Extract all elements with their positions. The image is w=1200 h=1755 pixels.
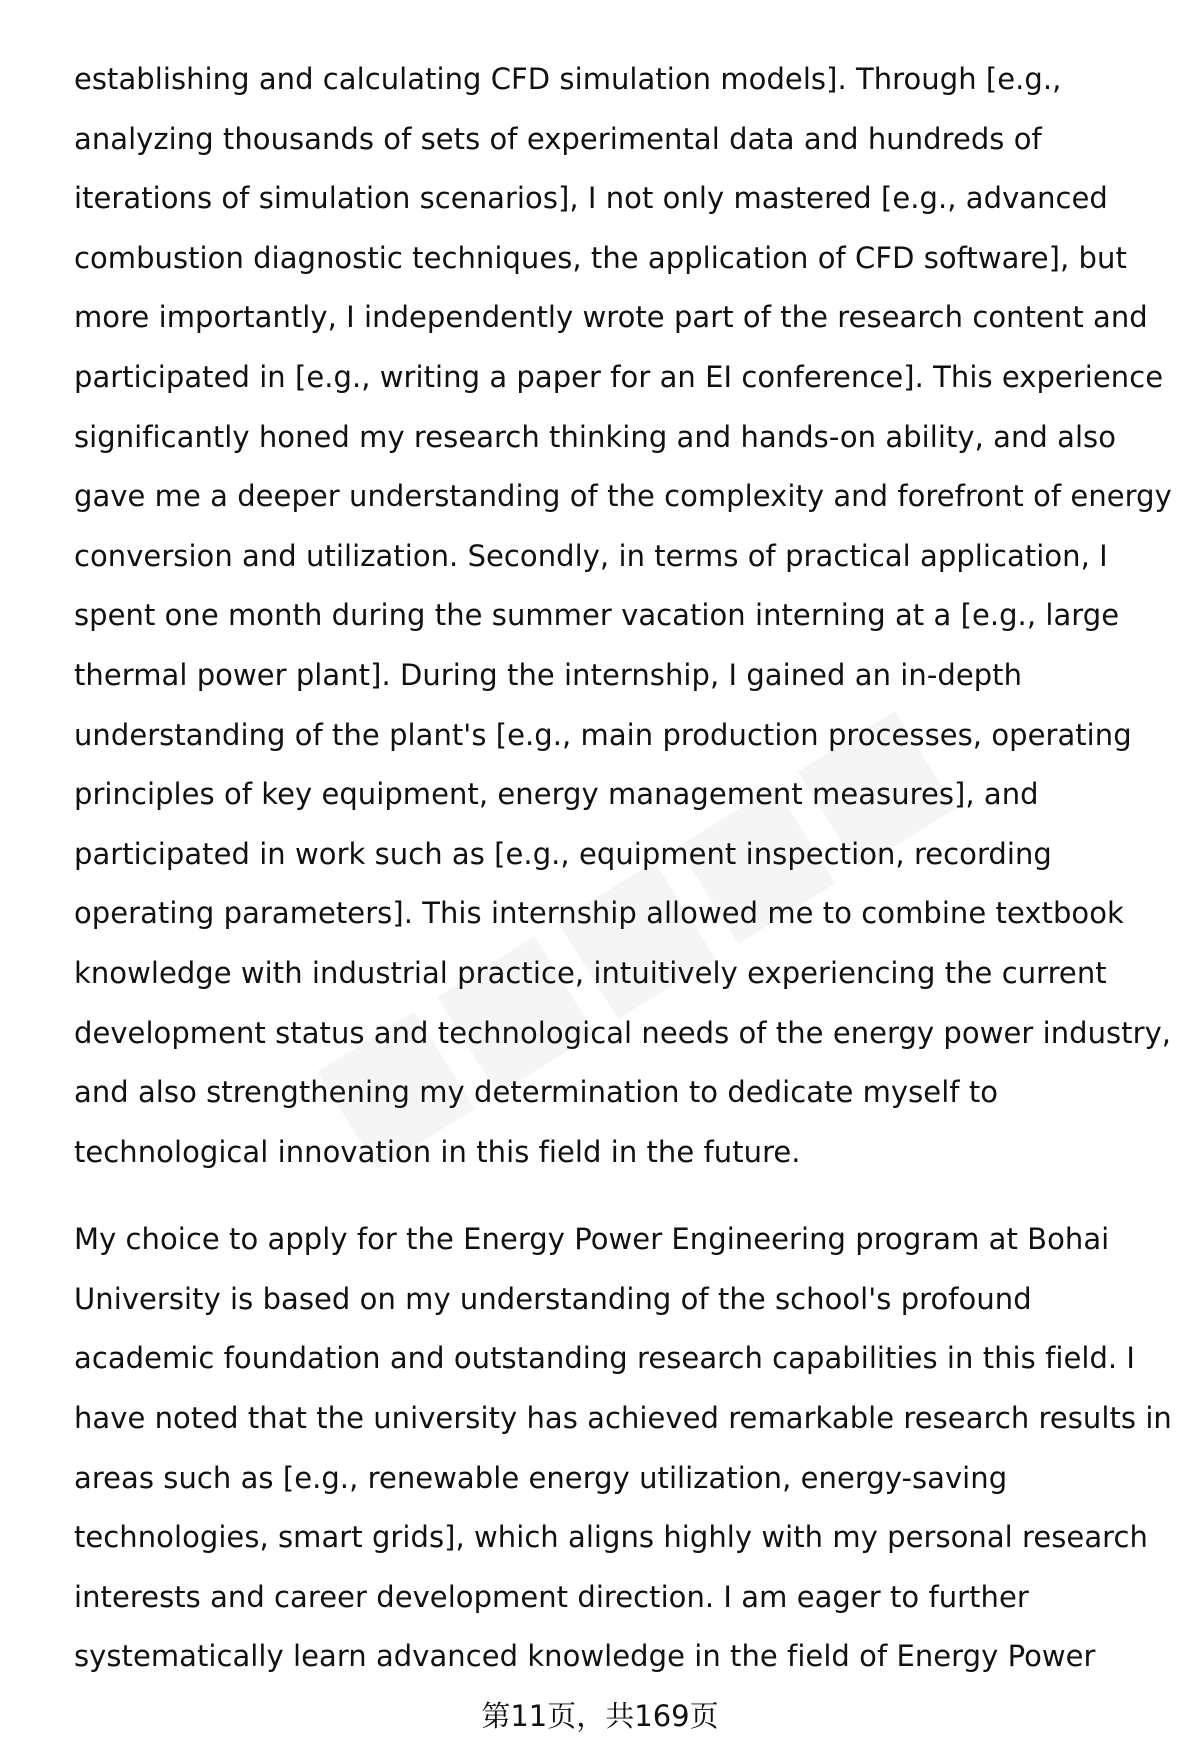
- text-line: combustion diagnostic techniques, the application of CFD software], but: [74, 240, 1127, 275]
- text-line: spent one month during the summer vacation interning at a [e.g., large: [74, 598, 1120, 633]
- text-line: understanding of the plant's [e.g., main production processes, operating: [74, 717, 1132, 752]
- text-line: systematically learn advanced knowledge in the field of Energy Power: [74, 1639, 1096, 1674]
- document-body: [74, 50, 1172, 1687]
- text-line: knowledge with industrial practice, intuitively experiencing the current: [74, 955, 1107, 990]
- text-line: significantly honed my research thinking and hands-on ability, and also: [74, 419, 1116, 454]
- text-line: iterations of simulation scenarios], I not only mastered [e.g., advanced: [74, 181, 1108, 216]
- text-line: development status and technological needs of the energy power industry,: [74, 1015, 1172, 1050]
- text-line: gave me a deeper understanding of the complexity and forefront of energy: [74, 479, 1172, 514]
- text-line: areas such as [e.g., renewable energy utilization, energy-saving: [74, 1460, 1008, 1495]
- page-number-footer: 第11页，共169页: [481, 1699, 719, 1733]
- paragraph-2: [74, 1210, 1172, 1687]
- text-line: more importantly, I independently wrote part of the research content and: [74, 300, 1148, 335]
- text-line: University is based on my understanding of the school's profound: [74, 1281, 1032, 1316]
- text-line: interests and career development direction. I am eager to further: [74, 1579, 1029, 1614]
- text-line: and also strengthening my determination to dedicate myself to: [74, 1075, 999, 1110]
- text-line: My choice to apply for the Energy Power Engineering program at Bohai: [74, 1222, 1110, 1257]
- text-line: technological innovation in this field in the future.: [74, 1134, 801, 1169]
- paragraph-1: [74, 50, 1172, 1182]
- text-line: analyzing thousands of sets of experimental data and hundreds of: [74, 121, 1042, 156]
- text-line: thermal power plant]. During the internship, I gained an in-depth: [74, 657, 1023, 692]
- text-line: conversion and utilization. Secondly, in terms of practical application, I: [74, 538, 1108, 573]
- text-line: have noted that the university has achieved remarkable research results in: [74, 1401, 1172, 1436]
- text-line: participated in work such as [e.g., equipment inspection, recording: [74, 836, 1052, 871]
- text-line: participated in [e.g., writing a paper for an EI conference]. This experience: [74, 359, 1164, 394]
- text-line: principles of key equipment, energy management measures], and: [74, 777, 1039, 812]
- text-line: technologies, smart grids], which aligns highly with my personal research: [74, 1520, 1148, 1555]
- text-line: academic foundation and outstanding research capabilities in this field. I: [74, 1341, 1136, 1376]
- text-line: operating parameters]. This internship allowed me to combine textbook: [74, 896, 1124, 931]
- text-line: establishing and calculating CFD simulation models]. Through [e.g.,: [74, 62, 1062, 96]
